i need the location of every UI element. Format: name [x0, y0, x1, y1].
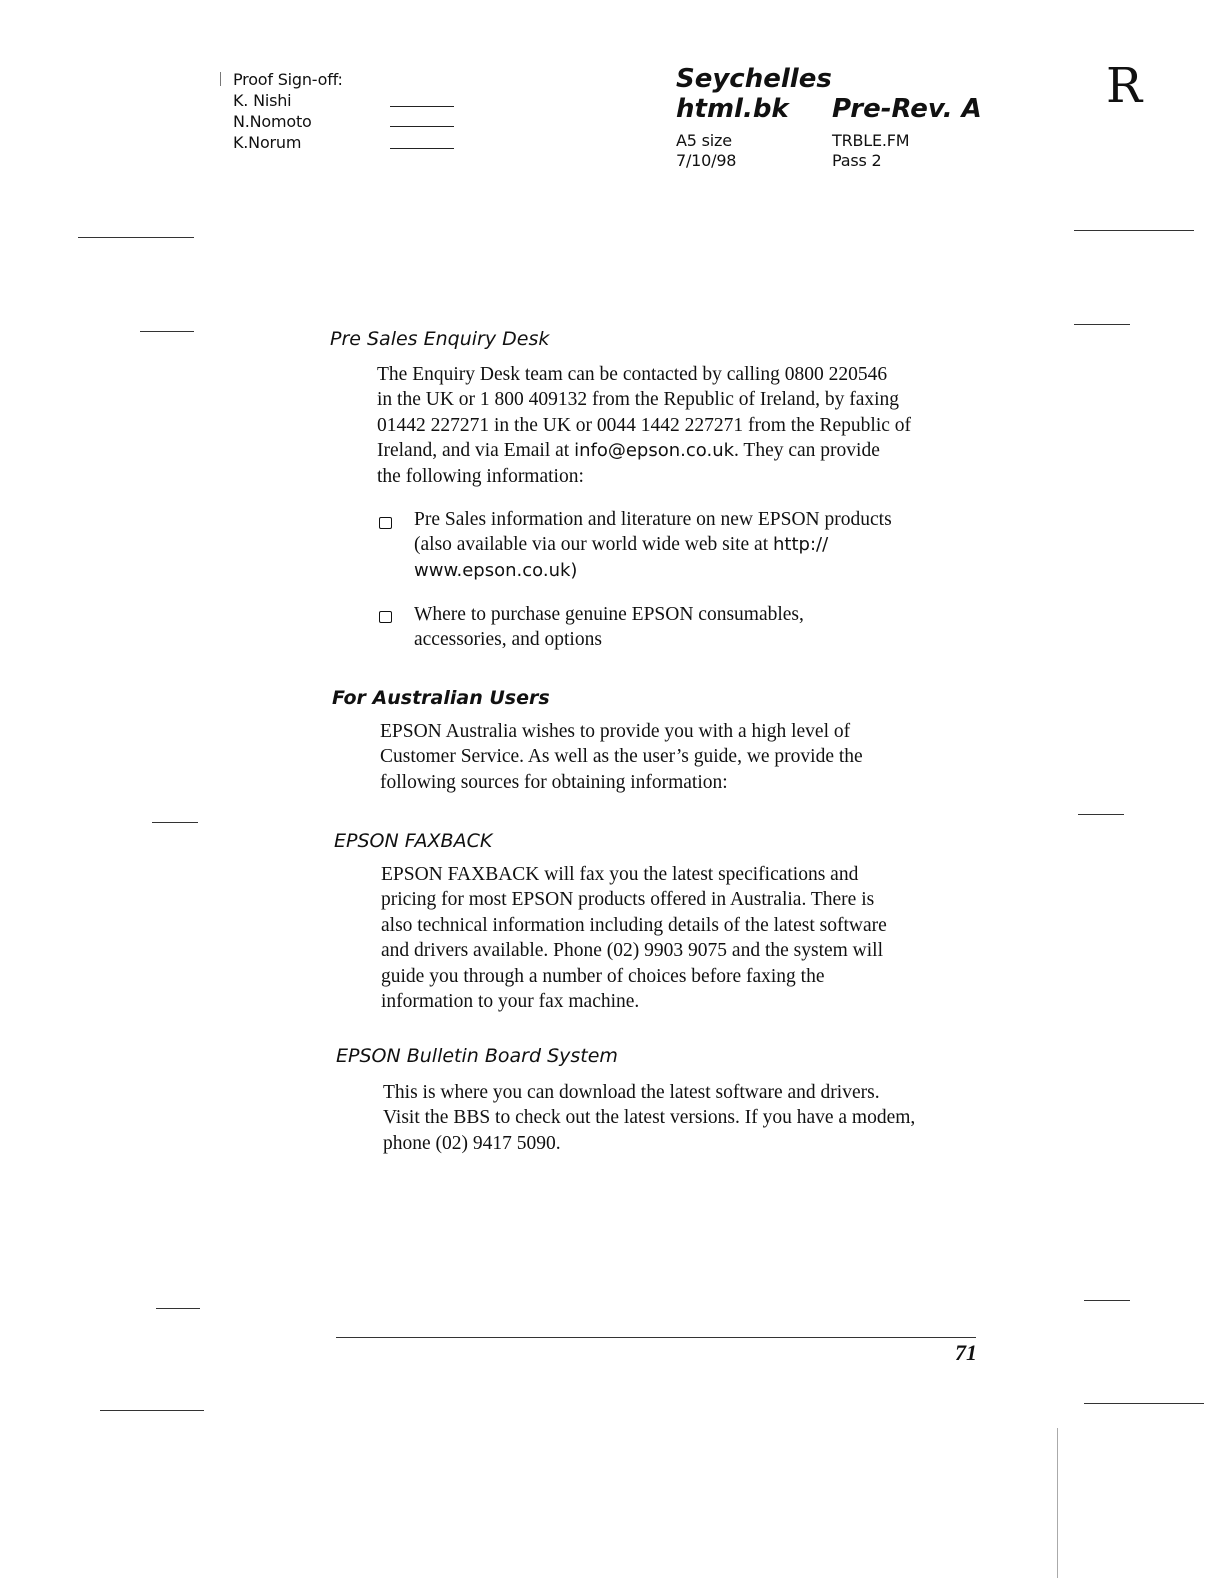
proof-date: 7/10/98: [676, 151, 737, 170]
text-line: EPSON FAXBACK will fax you the latest specifications and: [381, 864, 859, 885]
signer-name: K. Nishi: [233, 91, 292, 110]
text-line: This is where you can download the latest software and drivers.: [383, 1082, 880, 1103]
website-link[interactable]: www.epson.co.uk): [414, 559, 578, 581]
text-line: EPSON Australia wishes to provide you with a high level of: [380, 721, 851, 742]
text-line: also technical information including details of the latest software: [381, 914, 887, 936]
text-line: Visit the BBS to check out the latest versions. If you have a modem,: [383, 1107, 916, 1129]
section-heading-bbs: EPSON Bulletin Board System: [336, 1045, 618, 1067]
section-heading-australia: For Australian Users: [332, 687, 550, 709]
text-line: Pre Sales information and literature on new EPSON products: [414, 509, 892, 530]
australia-paragraph: [380, 719, 980, 795]
crop-mark: [78, 237, 194, 238]
proof-label: Proof Sign-off:: [233, 70, 343, 89]
bullet-item-purchase: [414, 602, 1000, 653]
signature-line: [390, 106, 454, 107]
text-line: 01442 227271 in the UK or 0044 1442 227271 from the Republic of: [377, 414, 912, 436]
text-line: the following information:: [377, 465, 584, 487]
bullet-item-pre-sales-info: [414, 507, 1000, 583]
margin-mark: [140, 331, 194, 332]
text-line: in the UK or 1 800 409132 from the Republic of Ireland, by faxing: [377, 389, 900, 411]
email-link[interactable]: info@epson.co.uk: [574, 440, 735, 462]
pre-sales-paragraph: [377, 362, 977, 489]
page-number: 71: [955, 1340, 977, 1365]
text-line: [377, 438, 977, 463]
crop-mark: [100, 1410, 204, 1411]
text-fragment: . They can provide: [734, 440, 880, 462]
registration-mark: R: [1106, 58, 1143, 114]
section-heading-pre-sales: Pre Sales Enquiry Desk: [330, 328, 550, 350]
crop-mark: [1074, 230, 1194, 231]
checkbox-bullet-icon: [379, 517, 392, 529]
signer-name: K.Norum: [233, 133, 302, 152]
margin-mark: [1078, 814, 1124, 815]
text-line: accessories, and options: [414, 629, 602, 651]
margin-mark: [1084, 1300, 1130, 1301]
text-line: [414, 532, 1000, 557]
text-fragment: Ireland, and via Email at: [377, 440, 575, 462]
footer-rule: [336, 1337, 976, 1338]
checkbox-bullet-icon: [379, 611, 392, 623]
crop-mark-vertical: [1057, 1428, 1058, 1578]
text-line: pricing for most EPSON products offered in Australia. There is: [381, 889, 875, 911]
margin-mark: [152, 822, 198, 823]
margin-mark: [1074, 324, 1130, 325]
page-size: A5 size: [676, 131, 732, 150]
signature-line: [390, 126, 454, 127]
section-heading-faxback: EPSON FAXBACK: [334, 830, 493, 852]
website-link[interactable]: http://: [773, 534, 829, 556]
text-line: The Enquiry Desk team can be contacted by calling 0800 220546: [377, 364, 888, 385]
text-line: phone (02) 9417 5090.: [383, 1132, 561, 1154]
signature-line: [390, 148, 454, 149]
proof-signoff-block: [233, 70, 343, 154]
text-fragment: (also available via our world wide web site at: [414, 534, 774, 556]
frame-file: TRBLE.FM: [832, 131, 910, 150]
pass-number: Pass 2: [832, 151, 882, 170]
margin-mark: [156, 1308, 200, 1309]
text-line: Customer Service. As well as the user’s guide, we provide the: [380, 746, 863, 768]
book-title: Seychelles: [676, 64, 832, 94]
text-line: following sources for obtaining information:: [380, 771, 728, 793]
book-file: html.bk: [676, 94, 789, 124]
margin-tick: [220, 72, 221, 86]
faxback-paragraph: [381, 862, 981, 1014]
crop-mark: [1084, 1403, 1204, 1404]
text-line: Where to purchase genuine EPSON consumables,: [414, 604, 804, 625]
revision-label: Pre-Rev. A: [832, 94, 982, 124]
signer-name: N.Nomoto: [233, 112, 312, 131]
text-line: information to your fax machine.: [381, 991, 640, 1013]
text-line: and drivers available. Phone (02) 9903 9075 and the system will: [381, 940, 884, 962]
text-line: guide you through a number of choices before faxing the: [381, 965, 825, 987]
bbs-paragraph: [383, 1080, 983, 1156]
